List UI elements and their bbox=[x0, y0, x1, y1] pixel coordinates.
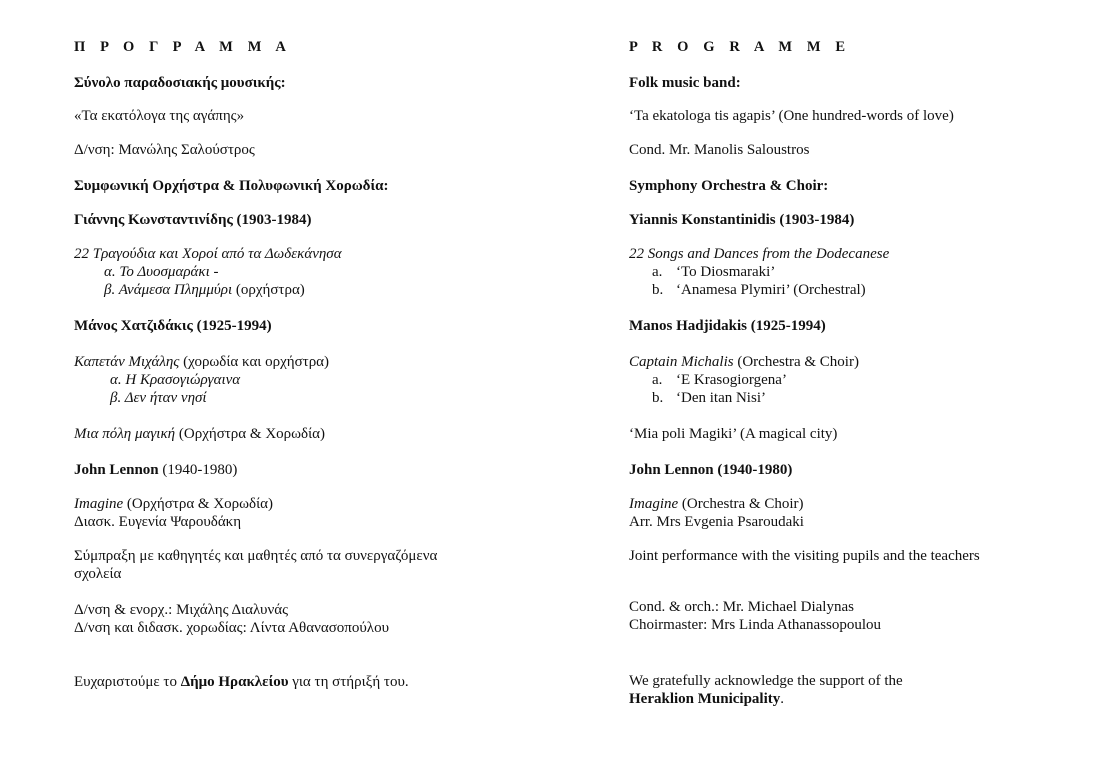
greek-work-captain-michalis-title: Καπετάν Μιχάλης bbox=[74, 354, 180, 370]
greek-joint-line-1: Σύμπραξη με καθηγητές και μαθητές από τα συνεργαζόμενα bbox=[74, 548, 438, 564]
english-work-imagine bbox=[629, 495, 804, 513]
greek-work-magic-city bbox=[74, 425, 325, 443]
english-composer-lennon: John Lennon (1940-1980) bbox=[629, 462, 793, 478]
greek-work-dodecanese: 22 Τραγούδια και Χοροί από τα Δωδεκάνησα bbox=[74, 246, 342, 262]
list-item-text: ‘Den itan Nisi’ bbox=[676, 390, 766, 406]
greek-composer-lennon-name: John Lennon bbox=[74, 462, 159, 478]
english-work-imagine-title: Imagine bbox=[629, 496, 679, 512]
greek-composer-lennon-years: (1940-1980) bbox=[158, 462, 238, 478]
english-credit-line-2: Choirmaster: Mrs Linda Athanassopoulou bbox=[629, 617, 882, 633]
list-item-text: ‘To Diosmaraki’ bbox=[676, 264, 776, 280]
english-joint: Joint performance with the visiting pupils and the teachers bbox=[629, 548, 980, 564]
list-marker: a. bbox=[652, 264, 663, 280]
english-thanks-post: . bbox=[780, 691, 785, 707]
list-marker: b. bbox=[652, 282, 664, 298]
greek-work-imagine-arranger: Διασκ. Ευγενία Ψαρουδάκη bbox=[74, 514, 242, 530]
english-folk-piece: ‘Ta ekatologa tis agapis’ (One hundred-words of love) bbox=[629, 108, 954, 124]
greek-folk-heading: Σύνολο παραδοσιακής μουσικής: bbox=[74, 75, 286, 91]
greek-work-captain-michalis bbox=[74, 353, 329, 371]
greek-folk-conductor: Δ/νση: Μανώλης Σαλούστρος bbox=[74, 142, 255, 158]
greek-work-magic-city-note: (Ορχήστρα & Χορωδία) bbox=[175, 426, 325, 442]
greek-composer-konstantinidis: Γιάννης Κωνσταντινίδης (1903-1984) bbox=[74, 212, 312, 228]
english-thanks-line-1: We gratefully acknowledge the support of the bbox=[629, 673, 903, 689]
english-thanks-line-2 bbox=[629, 690, 784, 708]
greek-work-captain-michalis-note: (χορωδία και ορχήστρα) bbox=[179, 354, 330, 370]
english-title: P R O G R A M M E bbox=[629, 39, 851, 55]
greek-work-dodecanese-item-a: α. Το Δυοσμαράκι - bbox=[104, 264, 219, 280]
greek-thanks bbox=[74, 673, 409, 691]
english-credit-line-1: Cond. & orch.: Mr. Michael Dialynas bbox=[629, 599, 854, 615]
greek-work-dodecanese-item-b-note: (ορχήστρα) bbox=[232, 282, 305, 298]
english-work-captain-michalis-note: (Orchestra & Choir) bbox=[733, 354, 859, 370]
greek-thanks-municipality: Δήμο Ηρακλείου bbox=[180, 674, 289, 690]
greek-work-dodecanese-item-b bbox=[104, 281, 305, 299]
greek-thanks-post: για τη στήριξή του. bbox=[288, 674, 409, 690]
english-work-dodecanese-item-a bbox=[652, 263, 775, 281]
greek-work-dodecanese-item-b-title: β. Ανάμεσα Πλημμύρι bbox=[104, 282, 233, 298]
greek-folk-piece: «Τα εκατόλογα της αγάπης» bbox=[74, 108, 245, 124]
greek-work-imagine bbox=[74, 495, 273, 513]
greek-credit-line-2: Δ/νση και διδασκ. χορωδίας: Λίντα Αθανασοπούλου bbox=[74, 620, 390, 636]
greek-composer-hadjidakis: Μάνος Χατζιδάκις (1925-1994) bbox=[74, 318, 272, 334]
greek-work-imagine-note: (Ορχήστρα & Χορωδία) bbox=[123, 496, 273, 512]
english-folk-conductor: Cond. Mr. Manolis Saloustros bbox=[629, 142, 810, 158]
greek-credit-line-1: Δ/νση & ενορχ.: Μιχάλης Διαλυνάς bbox=[74, 602, 289, 618]
list-item-text: ‘E Krasogiorgena’ bbox=[676, 372, 787, 388]
english-work-magic-city: ‘Mia poli Magiki’ (A magical city) bbox=[629, 426, 838, 442]
list-marker: a. bbox=[652, 372, 663, 388]
english-work-captain-michalis-title: Captain Michalis bbox=[629, 354, 734, 370]
greek-thanks-pre: Ευχαριστούμε το bbox=[74, 674, 181, 690]
english-work-captain-michalis-item-b bbox=[652, 389, 766, 407]
english-folk-heading: Folk music band: bbox=[629, 75, 741, 91]
greek-work-captain-michalis-item-a: α. Η Κρασογιώργαινα bbox=[110, 372, 241, 388]
english-work-captain-michalis bbox=[629, 353, 859, 371]
english-work-imagine-arranger: Arr. Mrs Evgenia Psaroudaki bbox=[629, 514, 804, 530]
english-composer-hadjidakis: Manos Hadjidakis (1925-1994) bbox=[629, 318, 826, 334]
list-item-text: ‘Anamesa Plymiri’ (Orchestral) bbox=[676, 282, 866, 298]
greek-title: Π Ρ Ο Γ Ρ Α Μ Μ Α bbox=[74, 39, 292, 55]
greek-composer-lennon bbox=[74, 461, 237, 479]
english-orchestra-heading: Symphony Orchestra & Choir: bbox=[629, 178, 829, 194]
english-work-captain-michalis-item-a bbox=[652, 371, 787, 389]
english-thanks-municipality: Heraklion Municipality bbox=[629, 691, 781, 707]
english-work-imagine-note: (Orchestra & Choir) bbox=[678, 496, 804, 512]
english-composer-konstantinidis: Yiannis Konstantinidis (1903-1984) bbox=[629, 212, 855, 228]
greek-orchestra-heading: Συμφωνική Ορχήστρα & Πολυφωνική Χορωδία: bbox=[74, 178, 389, 194]
greek-work-magic-city-title: Μια πόλη μαγική bbox=[74, 426, 176, 442]
greek-joint-line-2: σχολεία bbox=[74, 566, 122, 582]
english-work-dodecanese: 22 Songs and Dances from the Dodecanese bbox=[629, 246, 890, 262]
greek-work-captain-michalis-item-b: β. Δεν ήταν νησί bbox=[110, 390, 207, 406]
greek-work-imagine-title: Imagine bbox=[74, 496, 124, 512]
list-marker: b. bbox=[652, 390, 664, 406]
english-work-dodecanese-item-b bbox=[652, 281, 866, 299]
